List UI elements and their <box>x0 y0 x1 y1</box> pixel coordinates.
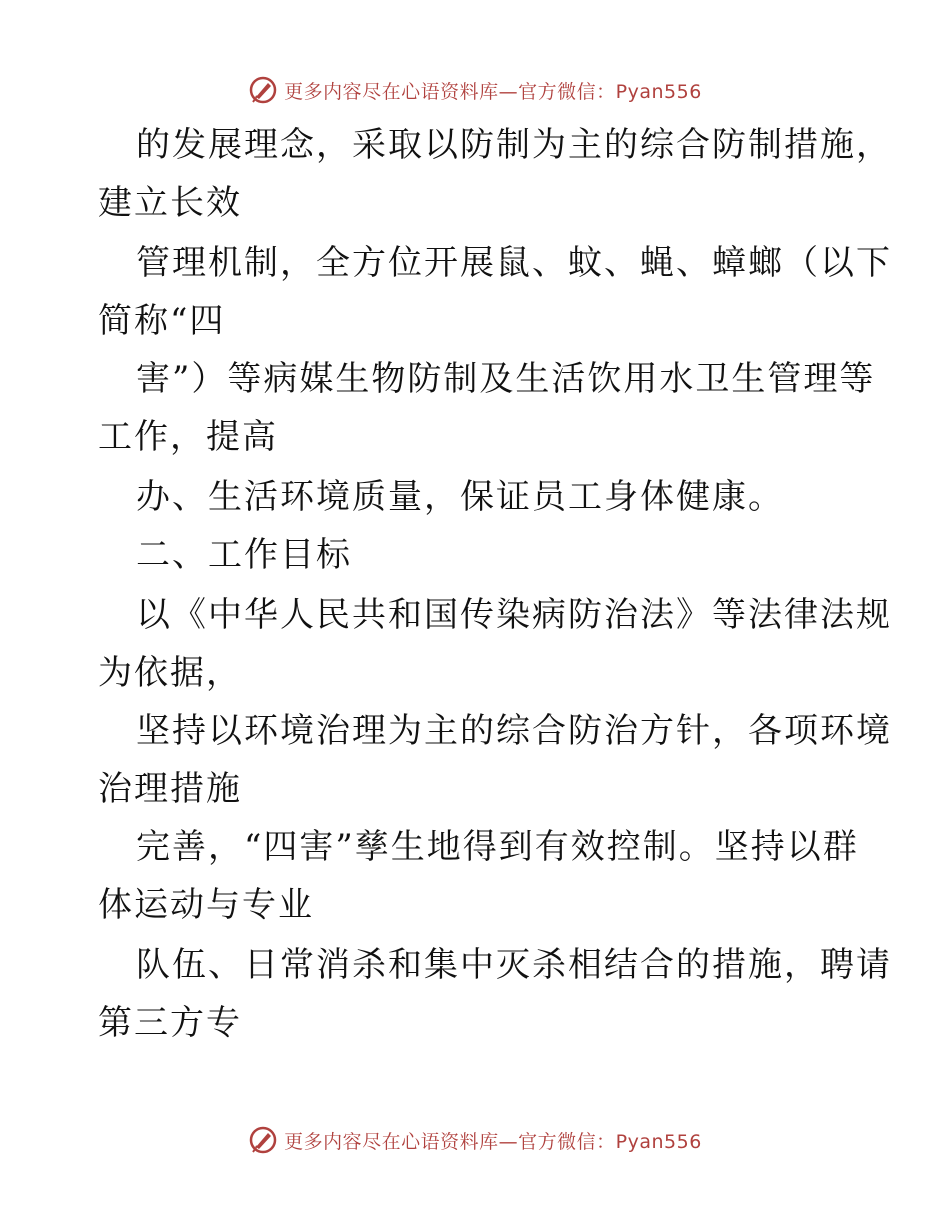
body-line: 管理机制，全方位开展鼠、蚊、蝇、蟑螂（以下 <box>136 243 892 283</box>
header-banner <box>0 70 950 110</box>
body-line: 的发展理念，采取以防制为主的综合防制措施， <box>136 125 892 165</box>
body-line: 害”）等病媒生物防制及生活饮用水卫生管理等 <box>136 359 876 399</box>
body-line: 简称“四 <box>98 301 226 341</box>
body-line: 以《中华人民共和国传染病防治法》等法律法规 <box>136 595 892 635</box>
pen-logo-icon <box>248 1125 278 1155</box>
footer-banner <box>0 1120 950 1160</box>
body-line: 建立长效 <box>98 183 242 223</box>
footer-banner-text: 更多内容尽在心语资料库—官方微信：Pyan556 <box>284 1130 702 1153</box>
body-line: 工作，提高 <box>98 417 278 457</box>
body-line: 坚持以环境治理为主的综合防治方针，各项环境 <box>136 711 892 751</box>
body-line: 队伍、日常消杀和集中灭杀相结合的措施，聘请 <box>136 945 892 985</box>
pen-logo-icon <box>248 75 278 105</box>
body-line: 体运动与专业 <box>98 885 314 925</box>
body-line: 治理措施 <box>98 769 242 809</box>
section-heading: 二、工作目标 <box>136 535 352 575</box>
body-line: 完善，“四害”孳生地得到有效控制。坚持以群 <box>136 827 859 867</box>
body-line: 办、生活环境质量，保证员工身体健康。 <box>136 477 784 517</box>
header-banner-text: 更多内容尽在心语资料库—官方微信：Pyan556 <box>284 80 702 103</box>
body-line: 第三方专 <box>98 1003 242 1043</box>
body-line: 为依据， <box>98 653 242 693</box>
